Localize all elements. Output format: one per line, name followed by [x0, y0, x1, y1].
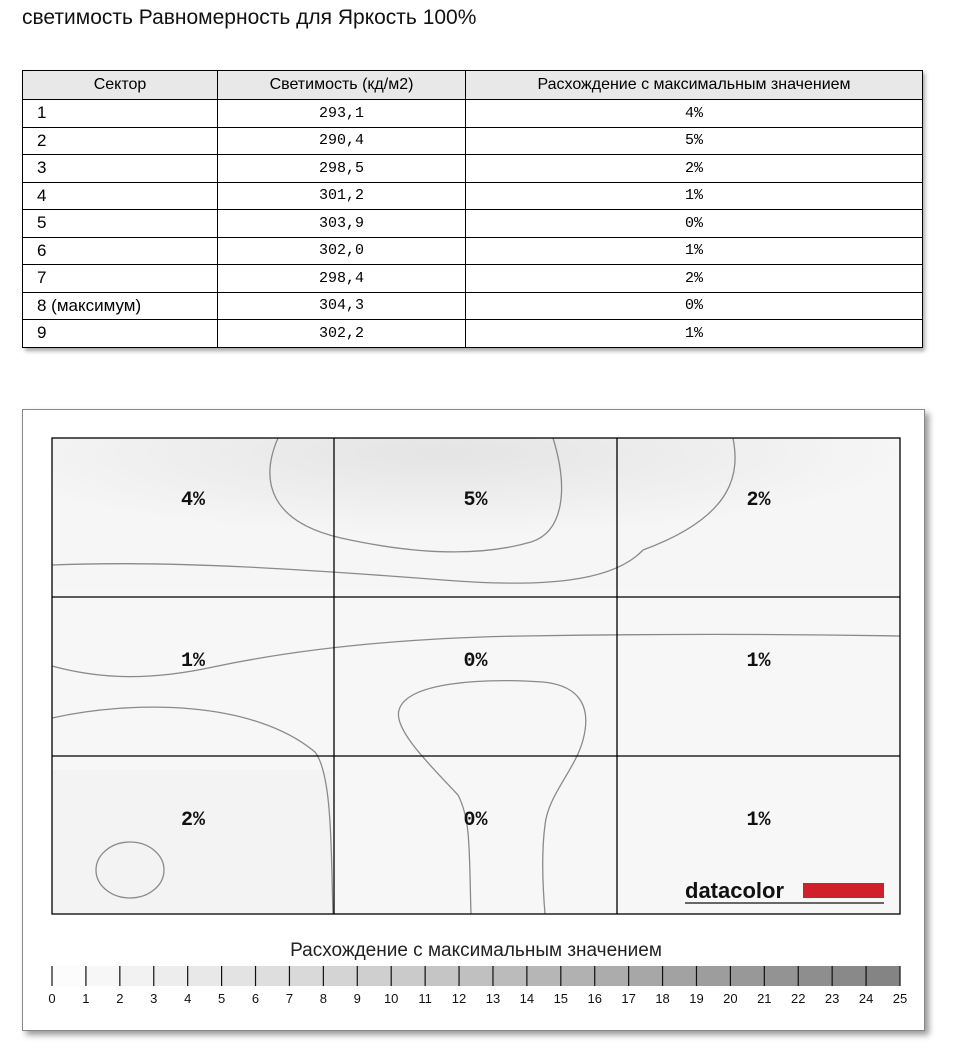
colorbar-segment	[425, 966, 459, 986]
colorbar-segment	[86, 966, 120, 986]
colorbar-segment	[52, 966, 86, 986]
page-title: светимость Равномерность для Яркость 100%	[22, 6, 477, 29]
cell-sector: 3	[23, 155, 218, 183]
header-sector: Сектор	[23, 71, 218, 100]
table-row	[23, 100, 923, 128]
colorbar-tick-label: 14	[519, 991, 535, 1006]
sector-label: 0%	[463, 809, 488, 832]
colorbar-tick-label: 5	[217, 991, 226, 1006]
colorbar-segment	[120, 966, 154, 986]
colorbar-segment	[832, 966, 866, 986]
colorbar-tick-label: 16	[587, 991, 602, 1006]
colorbar-tick-label: 10	[383, 991, 399, 1006]
cell-sector: 9	[23, 320, 218, 348]
colorbar-segment	[391, 966, 425, 986]
cell-sector: 4	[23, 182, 218, 210]
cell-luminance: 301,2	[218, 182, 466, 210]
header-luminance: Светимость (кд/м2)	[218, 71, 466, 100]
cell-sector: 7	[23, 265, 218, 293]
colorbar-tick-label: 17	[621, 991, 636, 1006]
cell-sector: 2	[23, 127, 218, 155]
sector-label: 1%	[746, 650, 771, 673]
uniformity-map-chart	[23, 410, 924, 1030]
cell-luminance: 298,5	[218, 155, 466, 183]
colorbar-segment	[154, 966, 188, 986]
colorbar-tick-label: 2	[116, 991, 124, 1006]
colorbar-tick-label: 25	[892, 991, 908, 1006]
colorbar-tick-label: 8	[319, 991, 327, 1006]
colorbar-segment	[798, 966, 832, 986]
colorbar-title: Расхождение с максимальным значением	[290, 940, 662, 961]
colorbar-tick-label: 13	[485, 991, 501, 1006]
cell-sector: 1	[23, 100, 218, 128]
cell-luminance: 298,4	[218, 265, 466, 293]
cell-sector: 5	[23, 210, 218, 238]
colorbar-segment	[289, 966, 323, 986]
cell-deviation: 0%	[466, 292, 923, 320]
cell-deviation: 2%	[466, 265, 923, 293]
table-row	[23, 237, 923, 265]
cell-luminance: 302,0	[218, 237, 466, 265]
colorbar-tick-label: 11	[418, 991, 432, 1006]
colorbar-segment	[730, 966, 764, 986]
sector-label: 0%	[463, 650, 488, 673]
colorbar-segment	[866, 966, 900, 986]
uniformity-map-panel	[22, 409, 925, 1031]
colorbar-segment	[459, 966, 493, 986]
colorbar-segment	[493, 966, 527, 986]
table-row	[23, 210, 923, 238]
colorbar-segment	[222, 966, 256, 986]
uniformity-table	[22, 70, 923, 348]
colorbar-segment	[323, 966, 357, 986]
logo-text: datacolor	[685, 878, 785, 903]
colorbar-segment	[696, 966, 730, 986]
colorbar-tick-label: 3	[150, 991, 158, 1006]
table-row	[23, 127, 923, 155]
cell-sector: 8 (максимум)	[23, 292, 218, 320]
colorbar-tick-label: 22	[791, 991, 806, 1006]
table-row	[23, 182, 923, 210]
cell-luminance: 290,4	[218, 127, 466, 155]
sector-label: 1%	[180, 650, 206, 673]
colorbar-tick-label: 19	[689, 991, 704, 1006]
logo-bar	[803, 883, 884, 898]
cell-luminance: 293,1	[218, 100, 466, 128]
colorbar-segment	[527, 966, 561, 986]
colorbar-segment	[256, 966, 290, 986]
colorbar-tick-label: 23	[824, 991, 840, 1006]
table-row	[23, 292, 923, 320]
cell-luminance: 303,9	[218, 210, 466, 238]
sector-label: 5%	[463, 489, 488, 512]
uniformity-table-container	[22, 70, 922, 348]
colorbar-tick-label: 21	[757, 991, 772, 1006]
colorbar-tick-label: 24	[858, 991, 874, 1006]
table-row	[23, 265, 923, 293]
colorbar-tick-label: 6	[251, 991, 260, 1006]
colorbar-segment	[595, 966, 629, 986]
colorbar-tick-label: 1	[82, 991, 90, 1006]
header-deviation: Расхождение с максимальным значением	[466, 71, 923, 100]
colorbar-segment	[561, 966, 595, 986]
colorbar-tick-label: 7	[285, 991, 294, 1006]
colorbar-tick-label: 12	[451, 991, 467, 1006]
cell-deviation: 0%	[466, 210, 923, 238]
colorbar-segment	[188, 966, 222, 986]
colorbar-segment	[764, 966, 798, 986]
cell-deviation: 5%	[466, 127, 923, 155]
colorbar-tick-label: 15	[553, 991, 569, 1006]
table-row	[23, 320, 923, 348]
colorbar-tick-label: 4	[184, 991, 192, 1006]
map-shade-top	[52, 438, 900, 588]
sector-label: 4%	[180, 489, 206, 512]
colorbar-tick-label: 9	[353, 991, 361, 1006]
cell-luminance: 304,3	[218, 292, 466, 320]
colorbar-segment	[629, 966, 663, 986]
cell-deviation: 1%	[466, 320, 923, 348]
cell-deviation: 1%	[466, 237, 923, 265]
cell-luminance: 302,2	[218, 320, 466, 348]
colorbar-segment	[357, 966, 391, 986]
colorbar-segment	[663, 966, 697, 986]
sector-label: 2%	[180, 809, 206, 832]
table-row	[23, 155, 923, 183]
sector-label: 2%	[746, 489, 771, 512]
colorbar	[48, 966, 907, 1006]
table-header-row	[23, 71, 923, 100]
colorbar-tick-label: 0	[48, 991, 56, 1006]
map-shade-bottom-left	[52, 770, 332, 914]
sector-label: 1%	[746, 809, 771, 832]
colorbar-tick-label: 20	[723, 991, 738, 1006]
cell-deviation: 4%	[466, 100, 923, 128]
colorbar-tick-label: 18	[655, 991, 670, 1006]
cell-deviation: 1%	[466, 182, 923, 210]
cell-deviation: 2%	[466, 155, 923, 183]
cell-sector: 6	[23, 237, 218, 265]
